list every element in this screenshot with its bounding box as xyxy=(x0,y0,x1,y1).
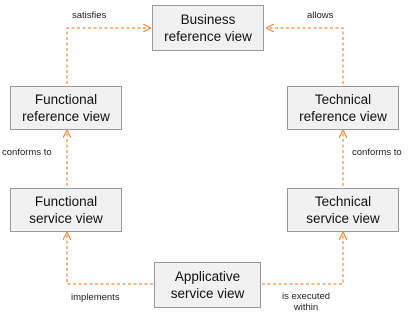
edge-executed-within xyxy=(262,233,343,284)
node-functional-reference-view[interactable] xyxy=(10,86,122,130)
edge-label-executed-line1: is executed xyxy=(282,291,331,302)
node-label-line1: Business xyxy=(180,12,236,27)
edge-label-executed-line2: within xyxy=(293,302,319,313)
node-label-line2: service view xyxy=(306,211,380,226)
edge-label-conforms-left: conforms to xyxy=(2,147,52,158)
edge-implements xyxy=(67,233,153,284)
node-applicative-service-view[interactable] xyxy=(154,262,261,308)
node-label-line1: Technical xyxy=(314,194,372,209)
edge-allows xyxy=(267,28,343,84)
node-technical-reference-view[interactable] xyxy=(287,86,399,130)
node-label-line2: reference view xyxy=(164,29,252,44)
edge-label-allows: allows xyxy=(307,10,334,21)
node-label-line2: reference view xyxy=(299,109,387,124)
edge-label-satisfies: satisfies xyxy=(72,10,107,21)
edge-label-conforms-right: conforms to xyxy=(352,147,402,158)
node-label-line2: service view xyxy=(170,286,245,301)
edge-satisfies xyxy=(67,28,150,84)
node-technical-service-view[interactable] xyxy=(287,188,399,232)
node-label-line1: Applicative xyxy=(174,269,241,284)
node-label-line2: service view xyxy=(29,211,103,226)
node-business-reference-view[interactable] xyxy=(152,5,264,51)
node-label-line1: Technical xyxy=(314,92,372,107)
edge-label-implements: implements xyxy=(71,292,120,303)
node-label-line1: Functional xyxy=(34,194,98,209)
node-functional-service-view[interactable] xyxy=(10,188,122,232)
node-label-line2: reference view xyxy=(22,109,110,124)
edge-label-executed-within xyxy=(282,291,330,313)
node-label-line1: Functional xyxy=(34,92,98,107)
